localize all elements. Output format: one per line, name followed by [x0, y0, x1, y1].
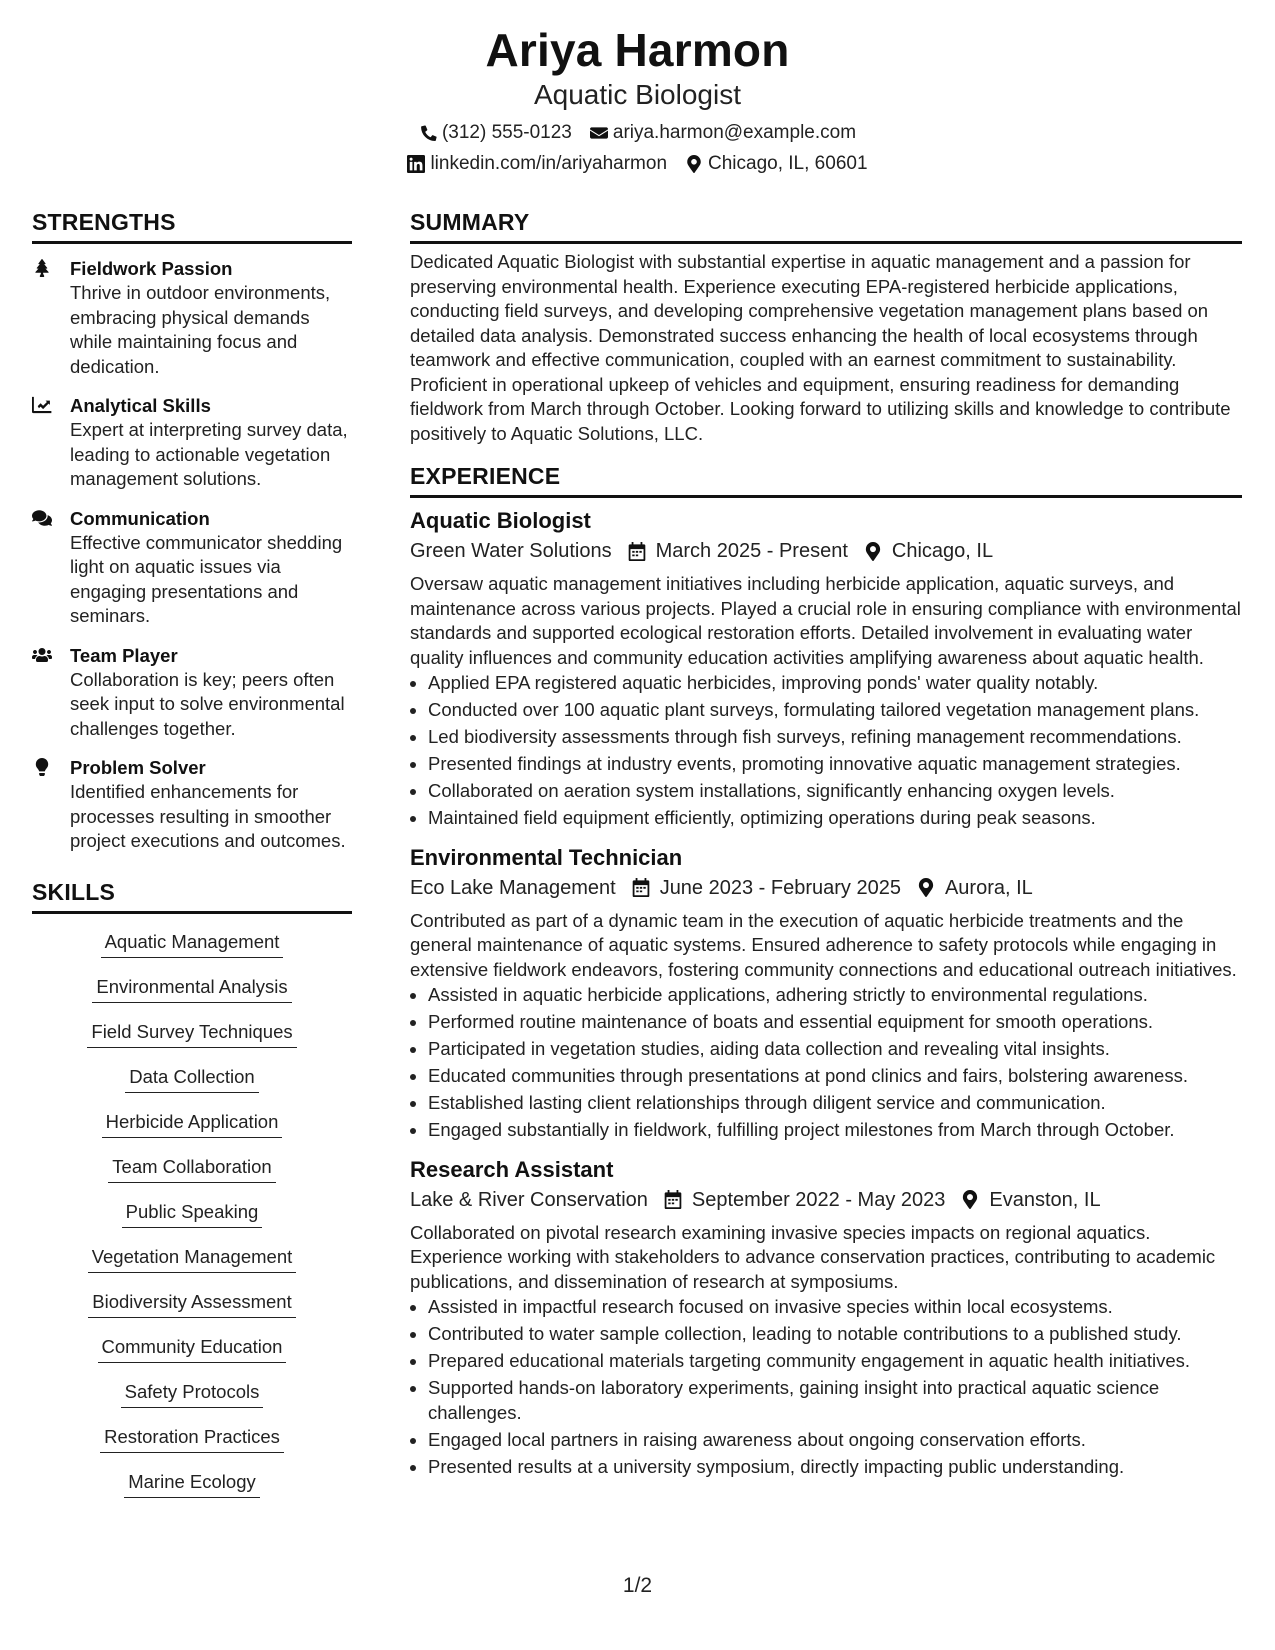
linkedin-contact[interactable]	[407, 151, 667, 177]
strength-item	[32, 755, 352, 854]
skill-tag: Field Survey Techniques	[87, 1020, 296, 1048]
bullet-item: • Educated communities through presentations at pond clinics and fairs, bolstering awareness.	[428, 1064, 1242, 1089]
job-company: Lake & River Conservation	[410, 1188, 648, 1211]
chart-line-icon	[32, 396, 52, 414]
job-entry	[410, 843, 1242, 1143]
bullet-item: • Conducted over 100 aquatic plant surveys, formulating tailored vegetation management plans.	[428, 698, 1242, 723]
job-title: Environmental Technician	[410, 844, 683, 870]
bullet-item: • Applied EPA registered aquatic herbicides, improving ponds' water quality notably.	[428, 671, 1242, 696]
map-pin-icon	[685, 155, 703, 173]
job-bullets	[410, 671, 1242, 831]
summary-heading: SUMMARY	[410, 209, 530, 235]
skill-tag: Safety Protocols	[121, 1380, 264, 1408]
location-text: Chicago, IL, 60601	[708, 153, 868, 174]
bullet-item: • Presented results at a university symposium, directly impacting public understanding.	[428, 1455, 1242, 1480]
resume-header	[0, 22, 1275, 177]
skills-list	[32, 930, 352, 1515]
job-location: Aurora, IL	[944, 876, 1033, 899]
job-bullets	[410, 983, 1242, 1143]
phone-icon	[419, 124, 437, 142]
phone-contact	[419, 120, 572, 146]
job-title: Research Assistant	[410, 1156, 614, 1182]
strengths-list	[32, 256, 352, 854]
bullet-item: • Engaged substantially in fieldwork, fulfilling project milestones from March through October.	[428, 1118, 1242, 1143]
skill-tag: Herbicide Application	[102, 1110, 283, 1138]
job-dates: September 2022 - May 2023	[691, 1188, 946, 1211]
strength-title: Analytical Skills	[70, 395, 211, 416]
section-divider	[410, 241, 1242, 244]
job-meta	[410, 536, 1242, 566]
skill-tag: Public Speaking	[122, 1200, 263, 1228]
phone-text: (312) 555-0123	[441, 122, 572, 143]
bullet-item: • Maintained field equipment efficiently, optimizing operations during peak seasons.	[428, 806, 1242, 831]
candidate-name: Ariya Harmon	[485, 24, 790, 76]
strength-item	[32, 643, 352, 742]
bullet-item: • Participated in vegetation studies, aiding data collection and revealing vital insights.	[428, 1037, 1242, 1062]
bullet-item: • Presented findings at industry events, promoting innovative aquatic management strategies.	[428, 752, 1242, 777]
job-title: Aquatic Biologist	[410, 508, 591, 533]
bullet-item: • Supported hands-on laboratory experiments, gaining insight into practical aquatic science challenges.	[428, 1376, 1242, 1425]
skill-tag: Restoration Practices	[100, 1425, 284, 1453]
job-dates: March 2025 - Present	[655, 540, 848, 562]
strength-description: Effective communicator shedding light on aquatic issues via engaging presentations and seminars.	[70, 531, 343, 626]
strength-description: Expert at interpreting survey data, leading to actionable vegetation management solutions.	[70, 419, 348, 489]
strength-item	[32, 256, 352, 379]
calendar-icon	[664, 1190, 682, 1209]
strength-title: Communication	[70, 507, 210, 529]
bullet-item: • Collaborated on aeration system installations, significantly enhancing oxygen levels.	[428, 779, 1242, 804]
bullet-item: • Performed routine maintenance of boats and essential equipment for smooth operations.	[428, 1010, 1242, 1035]
section-divider	[410, 495, 1242, 498]
right-column	[410, 208, 1242, 1482]
envelope-icon	[590, 124, 608, 142]
candidate-title: Aquatic Biologist	[533, 79, 741, 110]
strength-description: Thrive in outdoor environments, embracing physical demands while maintaining focus and dedication.	[70, 282, 331, 377]
map-pin-icon	[917, 878, 935, 897]
strength-title: Fieldwork Passion	[70, 258, 233, 279]
skill-tag: Vegetation Management	[88, 1245, 297, 1273]
linkedin-text[interactable]: linkedin.com/in/ariyaharmon	[430, 153, 668, 174]
section-divider	[32, 911, 352, 914]
skill-tag: Aquatic Management	[101, 930, 284, 958]
email-text[interactable]: ariya.harmon@example.com	[612, 122, 857, 143]
skill-tag: Biodiversity Assessment	[88, 1290, 295, 1318]
bullet-item: • Established lasting client relationships through diligent service and communication.	[428, 1091, 1242, 1116]
left-column	[32, 208, 352, 1515]
job-entry	[410, 506, 1242, 831]
strength-title: Problem Solver	[70, 757, 206, 778]
job-description: Oversaw aquatic management initiatives including herbicide application, aquatic surveys, and maintenance across various projects. Played a crucial role in ensuring compliance with environmental standards and supported ecological restoration efforts. Detailed involvement in evaluating water quality influences and community education activities amplifying awareness about aquatic health.	[410, 573, 1241, 668]
job-entry	[410, 1155, 1242, 1480]
skill-tag: Environmental Analysis	[92, 975, 291, 1003]
experience-heading: EXPERIENCE	[410, 463, 561, 489]
bullet-item: • Assisted in impactful research focused on invasive species within local ecosystems.	[428, 1295, 1242, 1320]
job-company: Eco Lake Management	[410, 876, 616, 899]
tree-icon	[32, 259, 52, 277]
bullet-item: • Engaged local partners in raising awareness about ongoing conservation efforts.	[428, 1428, 1242, 1453]
job-description: Contributed as part of a dynamic team in the execution of aquatic herbicide treatments and the general maintenance of aquatic systems. Ensured adherence to safety protocols while engaging in extensive fieldwork endeavors, fostering community connections and educational outreach initiatives.	[410, 909, 1237, 980]
job-meta	[410, 1185, 1242, 1215]
section-divider	[32, 241, 352, 244]
bullet-item: • Prepared educational materials targeting community engagement in aquatic health initiatives.	[428, 1349, 1242, 1374]
summary-text: Dedicated Aquatic Biologist with substantial expertise in aquatic management and a passion for preserving environmental health. Experience executing EPA-registered herbicide applications, conducting field surveys, and developing comprehensive vegetation management plans based on detailed data analysis. Demonstrated success enhancing the health of local ecosystems through teamwork and effective communication, coupled with an earnest commitment to sustainability. Proficient in operational upkeep of vehicles and equipment, ensuring readiness for demanding fieldwork from March through October. Looking forward to utilizing skills and knowledge to contribute positively to Aquatic Solutions, LLC.	[410, 251, 1231, 444]
strengths-heading: STRENGTHS	[32, 209, 176, 235]
skill-tag: Team Collaboration	[108, 1155, 275, 1183]
map-pin-icon	[864, 542, 882, 561]
strength-item	[32, 506, 352, 629]
calendar-icon	[628, 542, 646, 561]
strength-item	[32, 393, 352, 492]
job-location: Chicago, IL	[891, 540, 994, 562]
job-description: Collaborated on pivotal research examining invasive species impacts on regional aquatics. Experience working with stakeholders to advance conservation practices, contributing to academic publications, and dissemination of research at symposiums.	[410, 1221, 1216, 1292]
page-number: 1/2	[622, 1574, 653, 1597]
calendar-icon	[632, 878, 650, 897]
job-company: Green Water Solutions	[410, 540, 612, 562]
lightbulb-icon	[32, 758, 52, 776]
email-contact[interactable]	[590, 120, 856, 146]
comments-icon	[32, 509, 52, 527]
contact-row-1	[0, 120, 1275, 146]
bullet-item: • Led biodiversity assessments through fish surveys, refining management recommendations.	[428, 725, 1242, 750]
skills-heading: SKILLS	[32, 878, 115, 905]
location-contact	[685, 151, 868, 177]
job-bullets	[410, 1295, 1242, 1479]
strength-description: Identified enhancements for processes resulting in smoother project executions and outcomes.	[70, 781, 346, 851]
contact-row-2	[0, 151, 1275, 177]
skill-tag: Community Education	[98, 1335, 287, 1363]
job-meta	[410, 873, 1242, 903]
linkedin-icon	[407, 155, 425, 173]
strength-title: Team Player	[70, 644, 178, 666]
map-pin-icon	[961, 1190, 979, 1209]
bullet-item: • Assisted in aquatic herbicide applications, adhering strictly to environmental regulations.	[428, 983, 1242, 1008]
job-dates: June 2023 - February 2025	[659, 876, 901, 899]
skill-tag: Data Collection	[125, 1065, 258, 1093]
users-icon	[32, 646, 52, 664]
bullet-item: • Contributed to water sample collection, leading to notable contributions to a published study.	[428, 1322, 1242, 1347]
strength-description: Collaboration is key; peers often seek input to solve environmental challenges together.	[70, 668, 345, 739]
skill-tag: Marine Ecology	[124, 1470, 260, 1498]
job-location: Evanston, IL	[989, 1188, 1101, 1211]
